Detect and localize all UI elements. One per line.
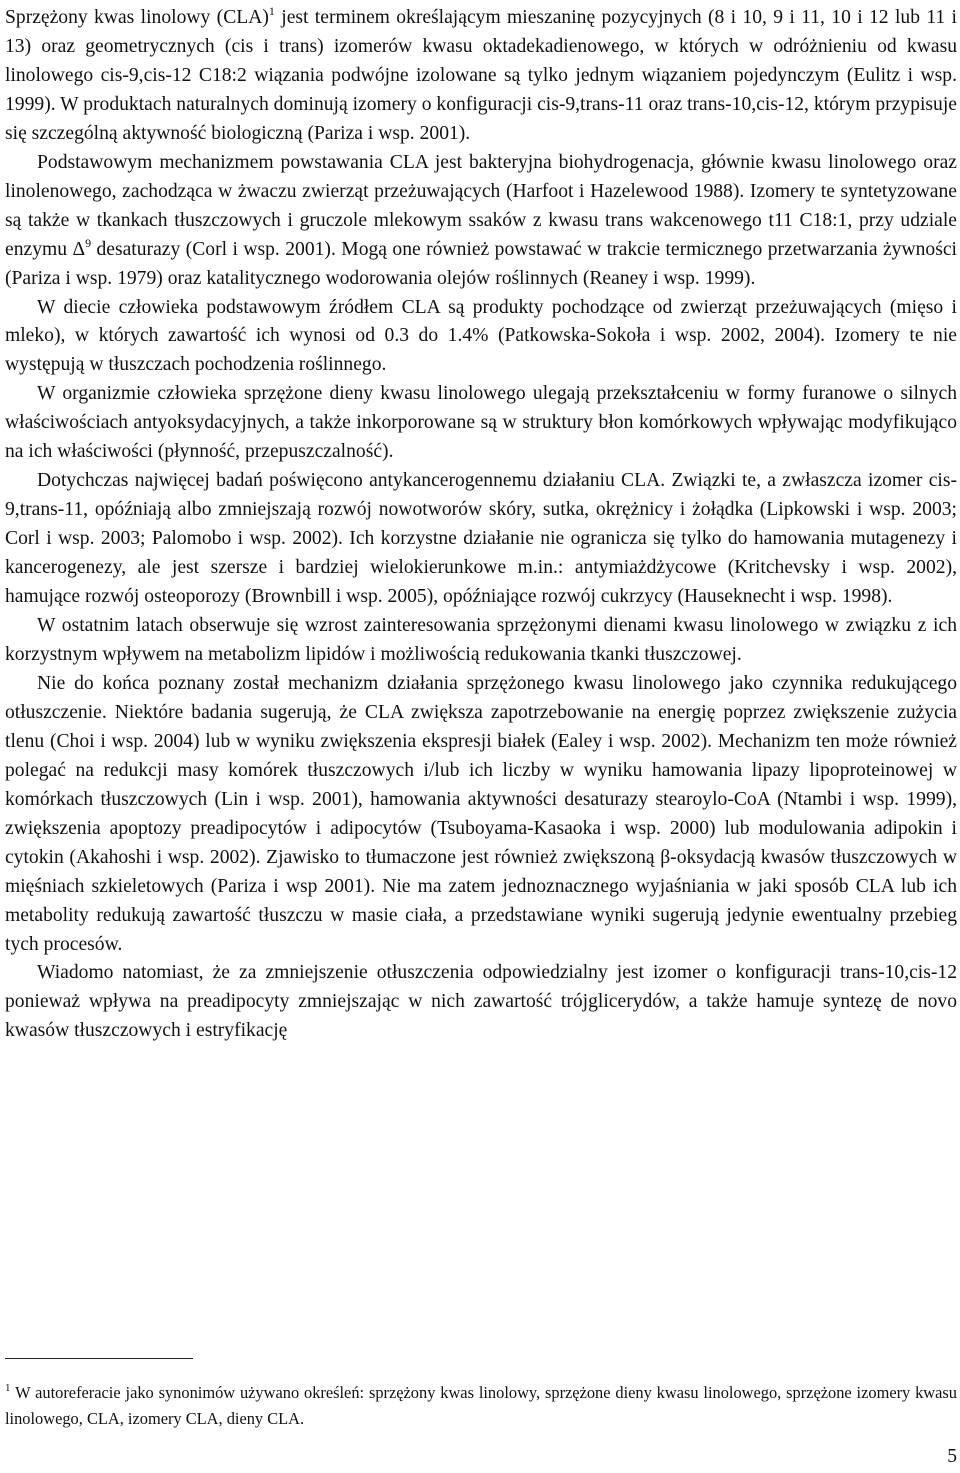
paragraph-2 xyxy=(5,149,957,294)
paragraph-1 xyxy=(5,4,957,149)
delta-superscript: 9 xyxy=(85,235,92,250)
paragraph-6: W ostatnim latach obserwuje się wzrost zainteresowania sprzężonymi dienami kwasu linolowego w związku z ich korzystnym wpływem na metabolizm lipidów i możliwością redukowania tkanki tłuszczowej. xyxy=(5,615,957,665)
paragraph-7: Nie do końca poznany został mechanizm działania sprzężonego kwasu linolowego jako czynnika redukującego otłuszczenie. Niektóre badania sugerują, że CLA zwiększa zapotrzebowanie na energię poprzez zwiększenie zużycia tlenu (Choi i wsp. 2004) lub w wyniku zwiększenia ekspresji białek (Ealey i wsp. 2002). Mechanizm ten może również polegać na redukcji masy komórek tłuszczowych i/lub ich liczby w wyniku hamowania lipazy lipoproteinowej w komórkach tłuszczowych (Lin i wsp. 2001), hamowania aktywności desaturazy stearoylo-CoA (Ntambi i wsp. 1999), zwiększenia apoptozy preadipocytów i adipocytów (Tsuboyama-Kasaoka i wsp. 2000) lub modulowania adipokin i cytokin (Akahoshi i wsp. 2002). Zjawisko to tłumaczone jest również zwiększoną β-oksydacją kwasów tłuszczowych w mięśniach szkieletowych (Pariza i wsp 2001). Nie ma zatem jednoznacznego wyjaśniania w jaki sposób CLA lub ich metabolity redukują zawartość tłuszczu w masie ciała, a przedstawiane wyniki sugerują jedynie ewentualny przebieg tych procesów. xyxy=(5,672,957,955)
body-text xyxy=(5,4,957,1046)
paragraph-4: W organizmie człowieka sprzężone dieny kwasu linolowego ulegają przekształceniu w formy furanowe o silnych właściwościach antyoksydacyjnych, a także inkorporowane są w struktury błon komórkowych wpływając modyfikująco na ich właściwości (płynność, przepuszczalność). xyxy=(5,383,957,463)
page-number: 5 xyxy=(947,1446,957,1467)
paragraph-1-text-a: Sprzężony kwas linolowy (CLA) xyxy=(5,7,269,28)
footnote-reference: 1 xyxy=(268,4,275,18)
paragraph-2-text-a: Podstawowym mechanizmem powstawania CLA jest bakteryjna biohydrogenacja, głównie kwasu linolowego oraz linolenowego, zachodząca w żwaczu zwierząt przeżuwających (Harfoot i Hazelewood 1988). Izomery te syntetyzowane są także w tkankach tłuszczowych i gruczole mlekowym ssaków z kwasu trans wakcenowego t11 C18:1, przy udziale enzymu Δ xyxy=(5,151,957,260)
paragraph-5: Dotychczas najwięcej badań poświęcono antykancerogennemu działaniu CLA. Związki te, a zwłaszcza izomer cis-9,trans-11, opóźniają albo zmniejszają rozwój nowotworów skóry, sutka, okrężnicy i żołądka (Lipkowski i wsp. 2003; Corl i wsp. 2003; Palomobo i wsp. 2002). Ich korzystne działanie nie ogranicza się tylko do hamowania mutagenezy i kancerogenezy, ale jest szersze i bardziej wielokierunkowe m.in.: antymiażdżycowe (Kritchevsky i wsp. 2002), hamujące rozwój osteoporozy (Brownbill i wsp. 2005), opóźniające rozwój cukrzycy (Hauseknecht i wsp. 1998). xyxy=(5,470,957,608)
paragraph-3: W diecie człowieka podstawowym źródłem CLA są produkty pochodzące od zwierząt przeżuwających (mięso i mleko), w których zawartość ich wynosi od 0.3 do 1.4% (Patkowska-Sokoła i wsp. 2002, 2004). Izomery te nie występują w tłuszczach pochodzenia roślinnego. xyxy=(5,296,957,376)
paragraph-2-text-b: desaturazy (Corl i wsp. 2001). Mogą one również powstawać w trakcie termicznego przetwarzania żywności (Pariza i wsp. 1979) oraz katalitycznego wodorowania olejów roślinnych (Reaney i wsp. 1999). xyxy=(5,238,957,289)
footnote-marker: 1 xyxy=(5,1382,11,1394)
paragraph-8: Wiadomo natomiast, że za zmniejszenie otłuszczenia odpowiedzialny jest izomer o konfiguracji trans-10,cis-12 ponieważ wpływa na preadipocyty zmniejszając w nich zawartość trójglicerydów, a także hamuje syntezę de novo kwasów tłuszczowych i estryfikację xyxy=(5,962,957,1042)
footnote xyxy=(5,1380,957,1432)
footnote-divider xyxy=(5,1358,193,1359)
paragraph-1-text-b: jest terminem określającym mieszaninę pozycyjnych (8 i 10, 9 i 11, 10 i 12 lub 11 i 13) oraz geometrycznych (cis i trans) izomerów kwasu oktadekadienowego, w których w odróżnieniu od kwasu linolowego cis-9,cis-12 C18:2 wiązania podwójne izolowane są tylko jednym wiązaniem pojedynczym (Eulitz i wsp. 1999). W produktach naturalnych dominują izomery o konfiguracji cis-9,trans-11 oraz trans-10,cis-12, którym przypisuje się szczególną aktywność biologiczną (Pariza i wsp. 2001). xyxy=(5,7,957,144)
footnote-text: W autoreferacie jako synonimów używano określeń: sprzężony kwas linolowy, sprzężone dieny kwasu linolowego, sprzężone izomery kwasu linolowego, CLA, izomery CLA, dieny CLA. xyxy=(5,1383,957,1428)
